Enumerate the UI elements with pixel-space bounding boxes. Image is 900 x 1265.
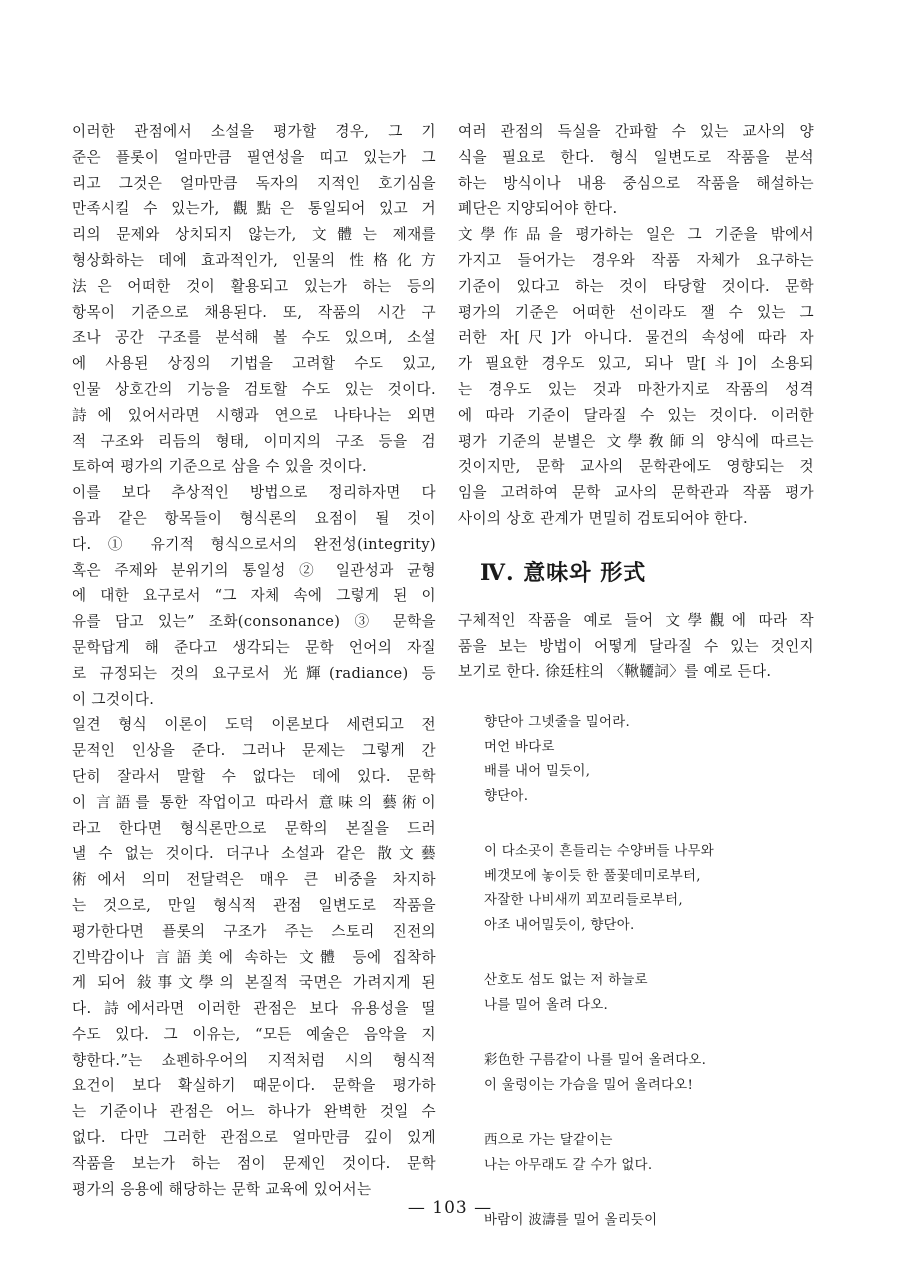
poem-line: 바람이 波濤를 밀어 올리듯이 [484,1213,658,1229]
text-line: 에 따라 기준이 달라질 수 있는 것이다. 이러한 [458,406,814,424]
text-line: 음과 같은 항목들이 형식론의 요점이 될 것이 [72,509,436,527]
text-line: 기준이 있다고 하는 것이 타당할 것이다. 문학 [458,277,814,295]
text-line: 향한다.”는 쇼펜하우어의 지적처럼 시의 형식적 [72,1051,436,1069]
text-line: 하는 방식이나 내용 중심으로 작품을 해설하는 [458,174,814,192]
poem-line: 산호도 섬도 없는 저 하늘로 [484,973,648,989]
poem-stanza [484,711,814,809]
text-line: 만족시킬 수 있는가, 觀點은 통일되어 있고 거 [72,200,436,218]
text-line: 식을 필요로 한다. 형식 일변도로 작품을 분석 [458,148,814,166]
text-line: 품을 보는 방법이 어떻게 달라질 수 있는 것인지 [458,637,814,655]
text-line: 적 구조와 리듬의 형태, 이미지의 구조 등을 검 [72,432,436,450]
poem-line: 나를 밀어 올려 다오. [484,997,609,1013]
poem-stanza [484,840,814,938]
poem-stanza [484,1129,814,1178]
text-line: 문학답게 해 준다고 생각되는 문학 언어의 자질 [72,638,436,656]
text-line: 러한 자[尺]가 아니다. 물건의 속성에 따라 자 [458,329,814,347]
text-line: 것이지만, 문학 교사의 문학관에도 영향되는 것 [458,458,814,476]
text-line: 폐단은 지양되어야 한다. [458,200,618,218]
text-line: 이를 보다 추상적인 방법으로 정리하자면 다 [72,484,436,502]
text-line: 여러 관점의 득실을 간파할 수 있는 교사의 양 [458,123,814,140]
text-line: 평가 기준의 분별은 文學敎師의 양식에 따르는 [458,432,814,450]
page-number: — 103 — [407,1198,493,1218]
poem-line: 이 다소곳이 흔들리는 수양버들 나무와 [484,844,714,860]
text-line: 리고 그것은 얼마만큼 독자의 지적인 호기심을 [72,174,436,192]
right-column [458,119,814,1265]
section-heading: Ⅳ. 意味와 形式 [480,559,647,586]
text-line: 보기로 한다. 徐廷柱의 〈鞦韆詞〉를 예로 든다. [458,663,772,681]
text-line: 다. ① 유기적 형식으로서의 완전성(integrity) [72,535,436,553]
text-line: 이 言語를 통한 작업이고 따라서 意味의 藝術이 [72,793,436,811]
text-line: 는 것으로, 만일 형식적 관점 일변도로 작품을 [72,896,436,914]
text-line: 없다. 다만 그러한 관점으로 얼마만큼 깊이 있게 [72,1129,436,1147]
poem-line: 향단아 그넷줄을 밀어라. [484,715,631,731]
text-line: 라고 한다면 형식론만으로 문학의 본질을 드러 [72,819,436,837]
text-line: 준은 플롯이 얼마만큼 필연성을 띠고 있는가 그 [72,148,436,166]
text-line: 術에서 의미 전달력은 매우 큰 비중을 차지하 [72,871,436,889]
poem-line: 아조 내어밀듯이, 향단아. [484,917,635,933]
text-line: 리의 문제와 상치되지 않는가, 文體는 제재를 [72,226,436,244]
text-line: 는 경우도 있는 것과 마찬가지로 작품의 성격 [458,380,814,398]
poem-line: 西으로 가는 달같이는 [484,1133,613,1149]
text-line: 항목이 기준으로 채용된다. 또, 작품의 시간 구 [72,303,436,321]
text-line: 긴박감이나 言語美에 속하는 文體 등에 집착하 [72,948,436,966]
paragraph-left-2 [72,480,436,712]
text-line: 형상화하는 데에 효과적인가, 인물의 性格化方 [72,251,436,269]
poem-line: 이 울렁이는 가슴을 밀어 올려다오! [484,1077,694,1093]
text-line: 로 규정되는 것의 요구로서 光輝(radiance) 등 [72,664,436,682]
poem-quotation [484,711,814,1234]
poem-stanza [484,1049,814,1098]
text-line: 임을 고려하여 문학 교사의 문학관과 작품 평가 [458,484,814,502]
text-line: 法은 어떠한 것이 활용되고 있는가 하는 등의 [72,277,436,295]
text-line: 요건이 보다 확실하기 때문이다. 문학을 평가하 [72,1077,436,1095]
text-line: 에 대한 요구로서 “그 자체 속에 그렇게 된 이 [72,587,436,605]
text-line: 사이의 상호 관계가 면밀히 검토되어야 한다. [458,509,748,527]
poem-line: 향단아. [484,788,529,804]
text-line: 작품을 보는가 하는 점이 문제인 것이다. 문학 [72,1154,436,1172]
text-line: 이 그것이다. [72,690,155,708]
text-line: 구체적인 작품을 예로 들어 文學觀에 따라 작 [458,611,814,629]
section-paragraph [458,608,814,685]
poem-line: 彩色한 구름같이 나를 밀어 올려다오. [484,1053,707,1069]
text-line: 에 사용된 상징의 기법을 고려할 수도 있고, [72,355,436,373]
text-line: 유를 담고 있는” 조화(consonance) ③ 문학을 [72,613,436,631]
text-line: 詩에 있어서라면 시행과 연으로 나타나는 외면 [72,406,436,424]
text-line: 文學作品을 평가하는 일은 그 기준을 밖에서 [458,226,814,244]
text-line: 평가한다면 플롯의 구조가 주는 스토리 진전의 [72,922,436,940]
poem-line: 자잘한 나비새끼 꾀꼬리들로부터, [484,893,683,909]
text-line: 혹은 주제와 분위기의 통일성 ② 일관성과 균형 [72,561,436,579]
text-line: 낼 수 없는 것이다. 더구나 소설과 같은 散文藝 [72,845,436,863]
text-line: 평가의 응용에 해당하는 문학 교육에 있어서는 [72,1180,372,1198]
text-line: 수도 있다. 그 이유는, “모든 예술은 음악을 지 [72,1025,436,1043]
text-line: 인물 상호간의 기능을 검토할 수도 있는 것이다. [72,380,436,398]
paragraph-right-2 [458,222,814,532]
text-line: 일견 형식 이론이 도덕 이론보다 세련되고 전 [72,716,436,734]
text-line: 이러한 관점에서 소설을 평가할 경우, 그 기 [72,123,436,140]
left-column [72,119,436,1202]
paragraph-left-3 [72,712,436,1202]
poem-stanza [484,969,814,1018]
paragraph-left-1 [72,119,436,480]
poem-line: 머언 바다로 [484,739,555,755]
text-line: 가 필요한 경우도 있고, 되나 말[斗]이 소용되 [458,355,814,373]
text-line: 게 되어 敍事文學의 본질적 국면은 가려지게 된 [72,974,436,992]
text-line: 조나 공간 구조를 분석해 볼 수도 있으며, 소설 [72,329,436,347]
text-line: 다. 詩에서라면 이러한 관점은 보다 유용성을 띨 [72,1000,436,1018]
text-line: 토하여 평가의 기준으로 삼을 수 있을 것이다. [72,458,367,476]
text-line: 는 기준이나 관점은 어느 하나가 완벽한 것일 수 [72,1103,436,1121]
text-line: 단히 잘라서 말할 수 없다는 데에 있다. 문학 [72,767,436,785]
poem-line: 나는 아무래도 갈 수가 없다. [484,1157,653,1173]
text-line: 문적인 인상을 준다. 그러나 문제는 그렇게 간 [72,742,436,760]
text-line: 평가의 기준은 어떠한 선이라도 잴 수 있는 그 [458,303,814,321]
poem-line: 베갯모에 놓이듯 한 풀꽃데미로부터, [484,868,701,884]
paragraph-right-1 [458,119,814,222]
poem-line: 배를 내어 밀듯이, [484,764,591,780]
text-line: 가지고 들어가는 경우와 작품 자체가 요구하는 [458,251,814,269]
